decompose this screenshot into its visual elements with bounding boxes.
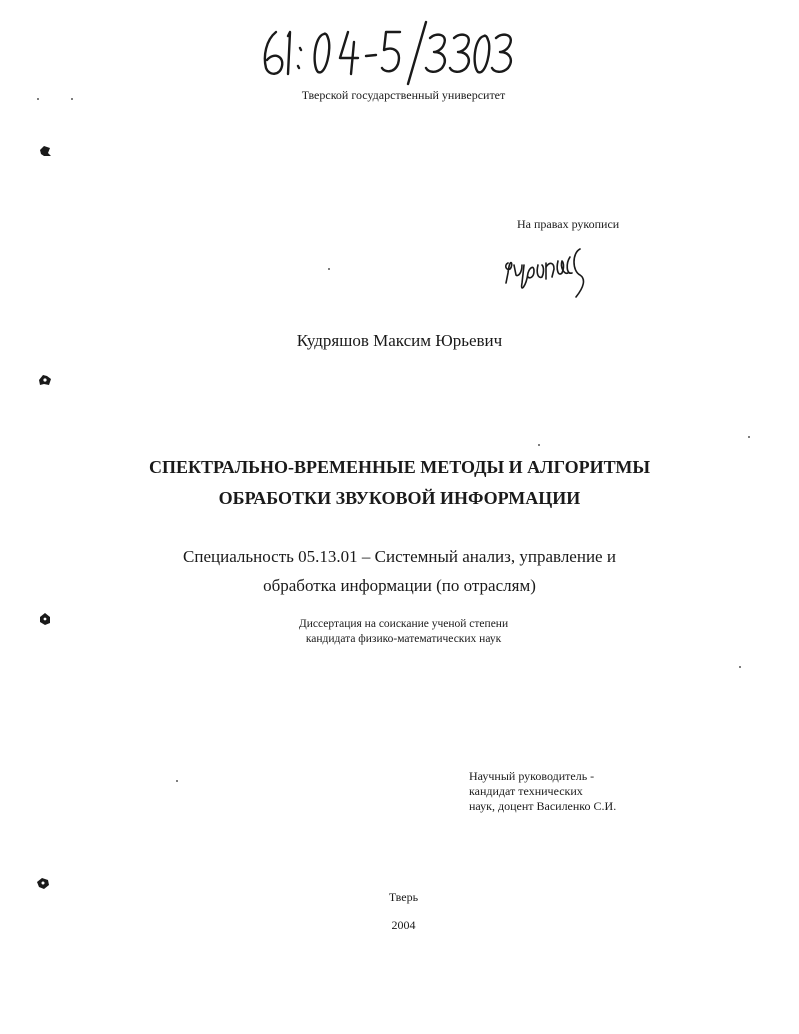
degree-line-1: Диссертация на соискание ученой степени — [298, 618, 509, 630]
thesis-title-line-2: ОБРАБОТКИ ЗВУКОВОЙ ИНФОРМАЦИИ — [218, 488, 581, 508]
degree-line-2: кандидата физико-математических наук — [305, 633, 502, 645]
author-name: Кудряшов Максим Юрьевич — [296, 331, 503, 350]
degree-statement — [0, 617, 799, 647]
manuscript-rights-label: На правах рукописи — [517, 217, 620, 231]
scan-speck — [739, 666, 741, 668]
city: Тверь — [388, 890, 419, 904]
handwritten-archive-code-drawing — [258, 18, 518, 88]
scan-speck — [37, 98, 39, 100]
punch-hole-mark — [38, 373, 52, 387]
signature-drawing — [500, 243, 592, 301]
scientific-supervisor — [469, 769, 616, 814]
scan-speck — [176, 780, 178, 782]
year: 2004 — [391, 918, 416, 932]
scan-speck — [748, 436, 750, 438]
specialty-line-1: Специальность 05.13.01 – Системный анализ, управление и — [183, 547, 616, 566]
university-name: Тверской государственный университет — [301, 88, 506, 102]
punch-hole-mark — [36, 876, 50, 890]
punch-hole-mark — [38, 612, 52, 626]
supervisor-line-2: кандидат технических — [469, 784, 583, 798]
specialty-line-2: обработка информации (по отраслям) — [263, 576, 536, 595]
thesis-title — [0, 452, 799, 514]
scan-speck — [538, 444, 540, 446]
author-signature — [500, 243, 592, 301]
specialty — [0, 542, 799, 600]
thesis-title-line-1: СПЕКТРАЛЬНО-ВРЕМЕННЫЕ МЕТОДЫ И АЛГОРИТМЫ — [148, 457, 651, 477]
scan-speck — [328, 268, 330, 270]
supervisor-line-3: наук, доцент Василенко С.И. — [469, 799, 617, 813]
punch-hole-mark — [38, 144, 52, 158]
scan-speck — [71, 98, 73, 100]
handwritten-archive-code — [258, 18, 518, 88]
supervisor-line-1: Научный руководитель - — [469, 769, 595, 783]
